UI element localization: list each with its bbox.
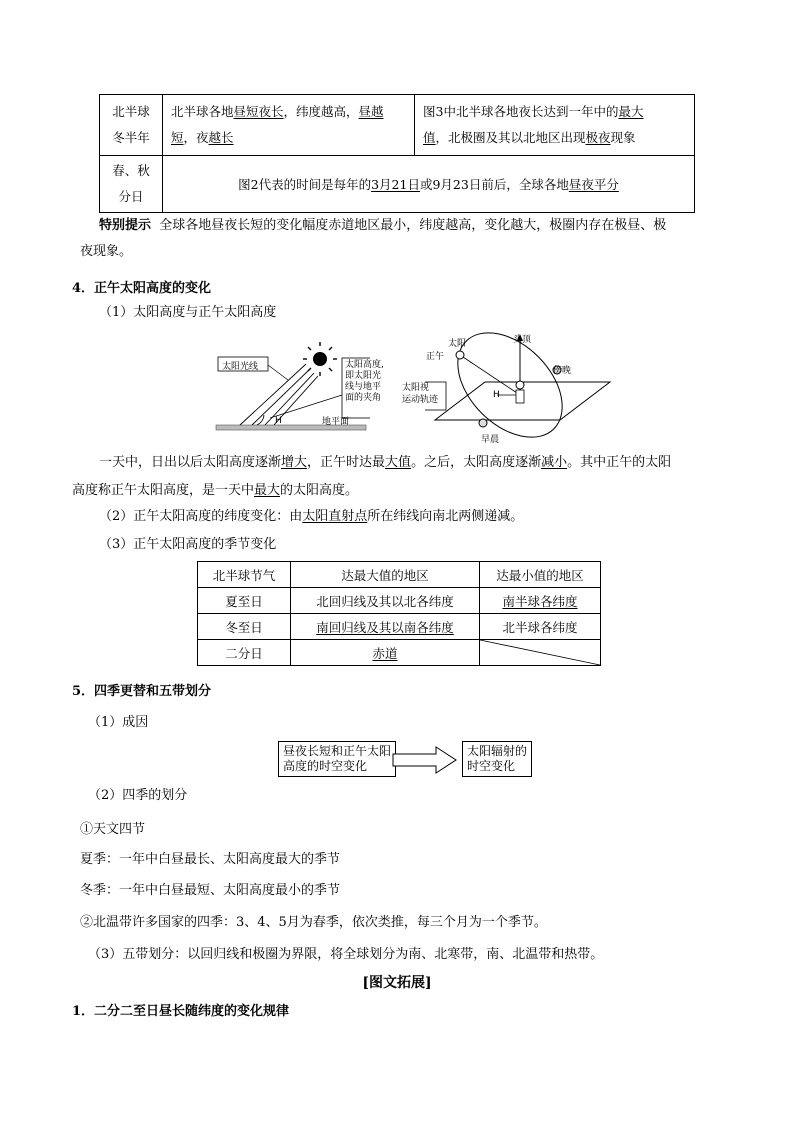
table-cell: 南回归线及其以南各纬度 [291,614,480,640]
diagonal-cell [480,640,601,666]
row-label: 春、秋 分日 [100,156,163,213]
section5-sub2: （2）四季的划分 [88,788,188,803]
h-label-right: H [493,390,500,400]
table-header-row [198,562,601,588]
table-cell: 图2代表的时间是每年的3月21日或9月23日前后，全球各地昼夜平分 [163,156,695,213]
table-cell: 北半球各地昼短夜长，纬度越高，昼越 短，夜越长 [163,95,415,156]
h-label-left: H [275,416,282,426]
table-row [198,640,601,666]
table-cell: 二分日 [198,640,291,666]
effect-box: 太阳辐射的 时空变化 [462,741,532,777]
dawn-sun [479,419,487,427]
cause-box: 昼夜长短和正午太阳 高度的时空变化 [278,741,396,777]
ground-label: 地平面 [322,417,350,427]
special-tip-line1: 特别提示 全球各地昼夜长短的变化幅度赤道地区最小，纬度越高，变化越大，极圈内存在极昼、极 [99,218,667,233]
table-cell: 北半球各纬度 [480,614,601,640]
temperate-seasons: ②北温带许多国家的四季：3、4、5月为春季，依次类推，每三个月为一个季节。 [80,915,547,930]
ray-label: 太阳光线 [222,362,259,372]
table-cell: 南半球各纬度 [480,588,601,614]
table-cell: 图3中北半球各地夜长达到一年中的最大 值，北极圈及其以北地区出现极夜现象 [415,95,695,156]
table-cell: 赤道 [291,640,480,666]
noon-altitude-season-table [197,561,601,666]
observer-body [516,390,524,403]
angle-label: 太阳高度, 即太阳光 线与地平 面的夹角 [345,360,384,403]
special-tip-label: 特别提示 [99,218,152,233]
winter-definition: 冬季：一年中白昼最短、太阳高度最小的季节 [80,883,341,898]
table-row [100,156,695,213]
expansion-item1: 1．二分二至日昼长随纬度的变化规律 [72,1004,290,1019]
table-cell: 夏至日 [198,588,291,614]
summer-definition: 夏季：一年中白昼最长、太阳高度最大的季节 [80,852,341,867]
noon-label: 正午 [426,352,445,362]
column-header: 达最小值的地区 [480,562,601,588]
dawn-label: 早晨 [481,435,500,445]
section4-sub1: （1）太阳高度与正午太阳高度 [99,305,277,320]
diagonal-line [480,640,600,665]
zenith-label: 头顶 [513,335,532,345]
section5-sub1: （1）成因 [88,715,149,730]
section4-heading: 4．正午太阳高度的变化 [72,281,212,296]
column-header: 达最大值的地区 [291,562,480,588]
section4-sub3: （3）正午太阳高度的季节变化 [99,537,277,552]
row-label: 北半球 冬半年 [100,95,163,156]
table-cell: 冬至日 [198,614,291,640]
section5-heading: 5．四季更替和五带划分 [72,684,212,699]
sun-label: 太阳 [448,339,467,349]
track-label: 太阳视 运动轨迹 [402,383,439,405]
astronomical-seasons: ①天文四节 [80,822,146,837]
table-row [100,95,695,156]
noon-sun [456,351,464,359]
section4-sub2: （2）正午太阳高度的纬度变化：由太阳直射点所在纬线向南北两侧递减。 [99,509,524,524]
dusk-label: 傍晚 [553,366,572,376]
arrow-icon [392,745,458,775]
special-tip-line2: 夜现象。 [80,244,133,259]
section5-sub3: （3）五带划分：以回归线和极圈为界限，将全球划分为南、北寒带，南、北温带和热带。 [88,947,604,962]
table-row [198,614,601,640]
table-cell: 北回归线及其以北各纬度 [291,588,480,614]
para-line1: 一天中，日出以后太阳高度逐渐增大，正午时达最大值。之后，太阳高度逐渐减小。其中正午的太阳 [99,455,672,470]
table-row [198,588,601,614]
para-line2: 高度称正午太阳高度，是一天中最大的太阳高度。 [72,483,359,498]
expansion-title: [图文拓展] [362,975,432,991]
column-header: 北半球节气 [198,562,291,588]
day-night-table [99,94,695,213]
observer-head [516,381,524,389]
